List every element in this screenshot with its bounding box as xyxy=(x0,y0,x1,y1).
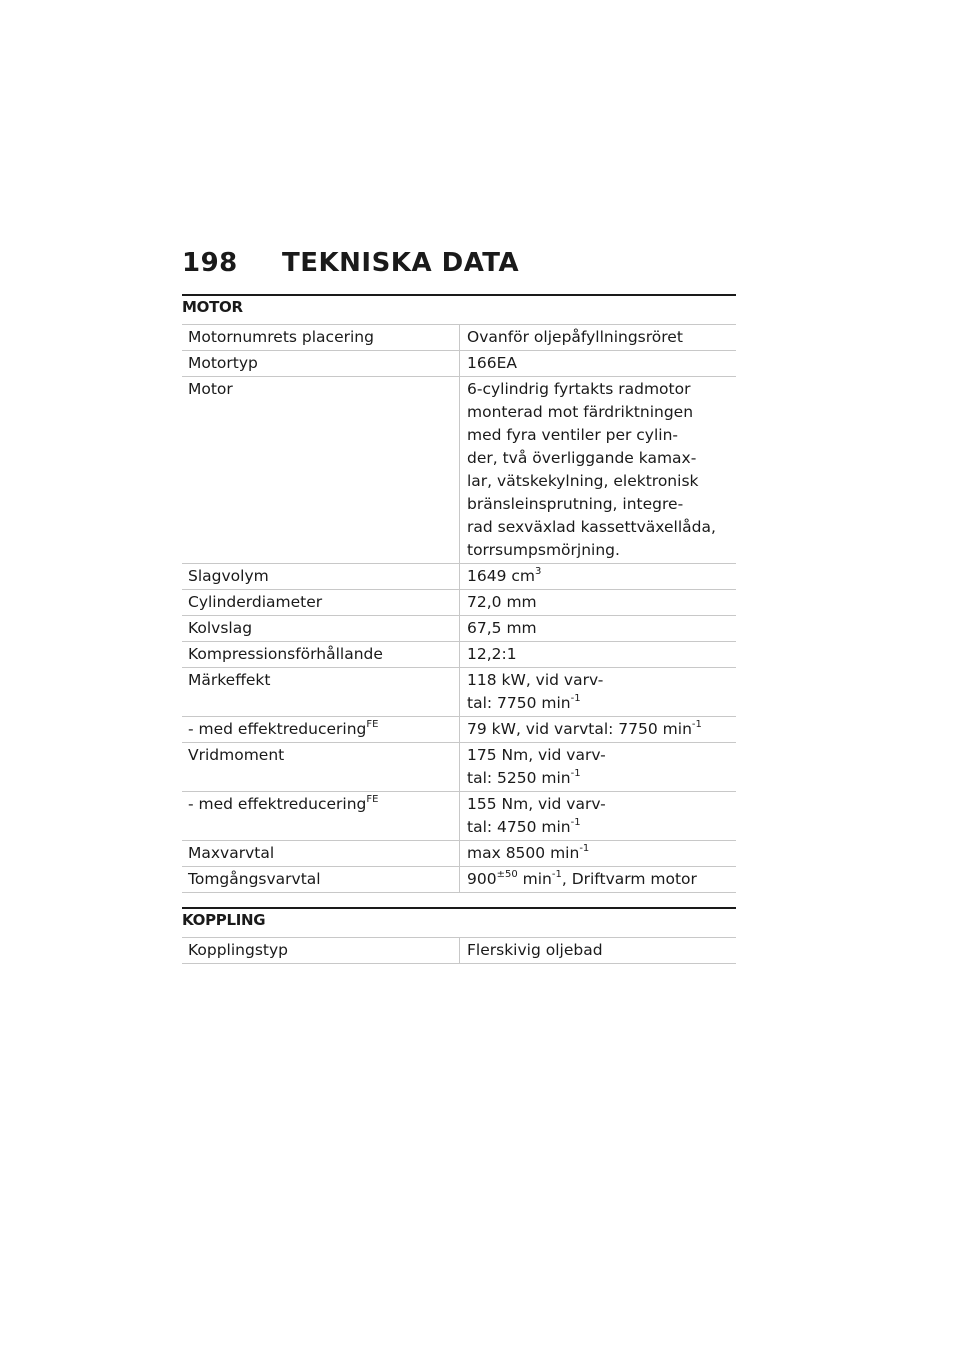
table-row xyxy=(182,792,736,841)
value-superscript: -1 xyxy=(691,718,702,730)
table-row xyxy=(182,642,736,668)
label-text: - med effektreducering xyxy=(188,795,367,813)
table-row xyxy=(182,938,736,964)
spec-label: Cylinderdiameter xyxy=(182,590,460,616)
page-header xyxy=(182,243,519,283)
spec-label: Maxvarvtal xyxy=(182,841,460,867)
spec-label xyxy=(182,792,460,841)
koppling-spec-table xyxy=(182,937,736,964)
value-text: 1649 cm xyxy=(467,567,535,585)
spec-value-line xyxy=(467,767,730,790)
spec-value-line: bränsleinsprutning, integre- xyxy=(467,495,684,513)
spec-value-multiline xyxy=(460,668,737,717)
spec-value-line: rad sexväxlad kassettväxellåda, xyxy=(467,518,716,536)
table-row xyxy=(182,841,736,867)
value-text: , Driftvarm motor xyxy=(561,870,697,888)
label-text: - med effektreducering xyxy=(188,720,367,738)
table-row xyxy=(182,616,736,642)
value-text: min xyxy=(517,870,552,888)
spec-value: 67,5 mm xyxy=(460,616,737,642)
spec-value-line xyxy=(467,692,730,715)
spec-label: Vridmoment xyxy=(182,743,460,792)
spec-value-line: torrsumpsmörjning. xyxy=(467,541,620,559)
table-row xyxy=(182,668,736,717)
value-superscript: ±50 xyxy=(496,868,518,880)
label-superscript: FE xyxy=(366,793,379,805)
section-motor xyxy=(182,294,736,893)
value-text: max 8500 min xyxy=(467,844,580,862)
value-text: tal: 4750 min xyxy=(467,818,571,836)
spec-label: Slagvolym xyxy=(182,564,460,590)
spec-value-line xyxy=(467,816,730,839)
spec-label: Märkeffekt xyxy=(182,668,460,717)
value-text: 900 xyxy=(467,870,497,888)
spec-label: Tomgångsvarvtal xyxy=(182,867,460,893)
value-superscript: -1 xyxy=(570,692,581,704)
spec-value-multiline xyxy=(460,792,737,841)
spec-value: Ovanför oljepåfyllningsröret xyxy=(460,325,737,351)
spec-label: Kopplingstyp xyxy=(182,938,460,964)
value-superscript: -1 xyxy=(570,767,581,779)
value-superscript: -1 xyxy=(579,842,590,854)
spec-label: Kompressionsförhållande xyxy=(182,642,460,668)
value-text: 79 kW, vid varvtal: 7750 min xyxy=(467,720,692,738)
spec-value-line: der, två överliggande kamax- xyxy=(467,449,697,467)
value-superscript: 3 xyxy=(535,565,542,577)
table-row xyxy=(182,564,736,590)
table-row xyxy=(182,867,736,893)
spec-value xyxy=(460,841,737,867)
spec-value xyxy=(460,867,737,893)
spec-value-line: 175 Nm, vid varv- xyxy=(467,746,606,764)
spec-value-multiline xyxy=(460,377,737,564)
spec-label: Motornumrets placering xyxy=(182,325,460,351)
spec-value-line: 6-cylindrig fyrtakts radmotor xyxy=(467,380,691,398)
page-title: TEKNISKA DATA xyxy=(282,248,520,278)
spec-value-line: 155 Nm, vid varv- xyxy=(467,795,606,813)
table-row xyxy=(182,325,736,351)
spec-label xyxy=(182,717,460,743)
spec-value-line: lar, vätskekylning, elektronisk xyxy=(467,472,699,490)
spec-value-line: 118 kW, vid varv- xyxy=(467,671,604,689)
value-superscript: -1 xyxy=(551,868,562,880)
section-title-koppling: KOPPLING xyxy=(182,907,736,937)
table-row xyxy=(182,590,736,616)
value-text: tal: 7750 min xyxy=(467,694,571,712)
spec-label: Motor xyxy=(182,377,460,564)
section-title-motor: MOTOR xyxy=(182,294,736,324)
spec-label: Motortyp xyxy=(182,351,460,377)
motor-spec-table xyxy=(182,324,736,893)
spec-value: 166EA xyxy=(460,351,737,377)
spec-value xyxy=(460,717,737,743)
spec-value: 12,2:1 xyxy=(460,642,737,668)
spec-value xyxy=(460,564,737,590)
table-row xyxy=(182,377,736,564)
page-number: 198 xyxy=(182,248,238,278)
table-row xyxy=(182,743,736,792)
section-koppling xyxy=(182,907,736,964)
spec-value-multiline xyxy=(460,743,737,792)
table-row xyxy=(182,351,736,377)
spec-value: Flerskivig oljebad xyxy=(460,938,737,964)
spec-value-line: monterad mot färdriktningen xyxy=(467,403,694,421)
spec-value-line: med fyra ventiler per cylin- xyxy=(467,426,679,444)
value-text: tal: 5250 min xyxy=(467,769,571,787)
label-superscript: FE xyxy=(366,718,379,730)
spec-label: Kolvslag xyxy=(182,616,460,642)
value-superscript: -1 xyxy=(570,816,581,828)
spec-value: 72,0 mm xyxy=(460,590,737,616)
table-row xyxy=(182,717,736,743)
